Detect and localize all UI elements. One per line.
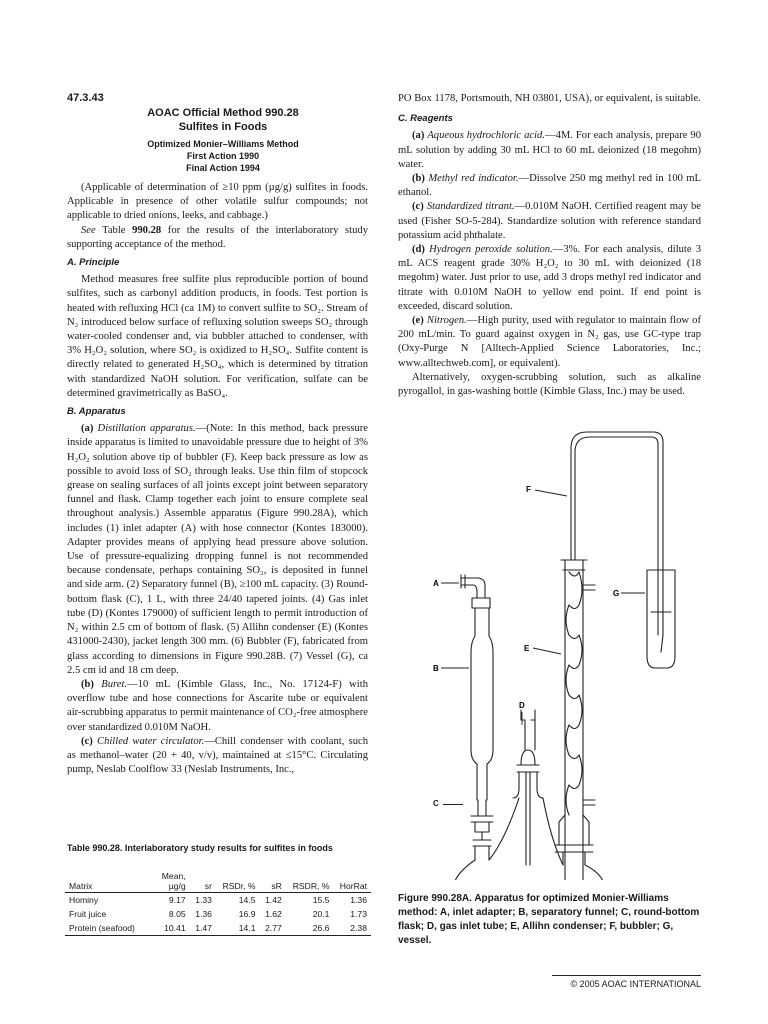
reagent-a-title: Aqueous hydrochloric acid.: [427, 130, 545, 142]
figure-caption: Figure 990.28A. Apparatus for optimized Monier-Williams method: A, inlet adapter; B, separatory funnel; C, round-bottom flask; D, gas inlet tube; E, Allihn condenser; F, bubbler; G, vessel.: [398, 893, 700, 946]
apparatus-a: [67, 422, 368, 678]
reagent-e-text: —High purity, used with regulator to maintain flow of 200 mL/min. To guard against oxygen in N₂ gas, use GC-type trap (Oxy-Purge N [Alltech-Applied Science Laboratories, Inc.; www.alltechweb.com], or equivalent).: [398, 315, 701, 369]
table-cell: 1.47: [190, 921, 216, 936]
table-cell: 1.33: [195, 895, 212, 905]
reagent-a-text: —4M. For each analysis, prepare 90 mL solution by adding 30 mL HCl to 60 mL deionized (18 megohm) water.: [398, 130, 701, 170]
table-cell: 16.9: [238, 909, 256, 919]
reagent-d-title: Hydrogen peroxide solution.: [429, 244, 553, 256]
reagent-d: [398, 243, 701, 314]
reagents-heading: C. Reagents: [398, 113, 453, 125]
reagent-c-title: Standardized titrant.: [426, 201, 515, 213]
label-B: B: [433, 664, 439, 673]
col-header: RSDr, %: [216, 870, 260, 893]
table-cell: 1.73: [350, 909, 367, 919]
reagent-a: [398, 129, 701, 172]
table-header-row: [65, 870, 371, 893]
method-subtitle: Sulfites in Foods: [178, 121, 268, 133]
table-cell: 8.05: [168, 909, 186, 919]
col-header: Mean, µg/g: [144, 870, 190, 893]
table-cell: Protein (seafood): [65, 921, 144, 936]
reagent-e: [398, 314, 701, 371]
method-title: AOAC Official Method 990.28: [147, 107, 299, 119]
footer-rule: [552, 975, 701, 976]
col-header: Matrix: [65, 870, 144, 893]
apparatus-a-text: —(Note: In this method, back pressure inside apparatus is limited to unavoidable pressure due to height of 3% H₂O₂ solution above tip of bubbler (F). Keep back pressure as low as possible to avoid loss of SO₂ through leaks. Use thin film of stopcock grease on sealing surfaces of all joints except joint between separatory funnel and flask. Clamp together each joint to ensure complete seal throughout analysis.) Assemble apparatus (Figure 990.28A), which includes (1) inlet adapter (A) with hose connector (Kontes 183000). Adapter provides means of applying head pressure above solution. Use of pressure-equalizing dropping funnel is not recommended because condensate, perhaps containing SO₂, is deposited in funnel and side arm. (2) Separatory funnel (B), ≥100 mL capacity. (3) Round-bottom flask (C), 1 L, with three 24/40 tapered joints. (4) Gas inlet tube (D) (Kontes 179000) of sufficient length to permit introduction of N₂ within 2.5 cm of bottom of flask. (5) Allihn condenser (E) (Kontes 431000-2430), jacket length 300 mm. (6) Bubbler (F), fabricated from glass according to dimensions in Figure 990.28B. (7) Vessel (G), ca 2.5 cm id and 18 cm deep.: [67, 423, 368, 676]
reagent-b-title: Methyl red indicator.: [428, 173, 519, 185]
apparatus-b-label: (b): [81, 678, 94, 690]
table-row: [65, 921, 371, 936]
table-cell: 1.62: [265, 909, 282, 919]
reagent-b-text: —Dissolve 250 mg methyl red in 100 mL ethanol.: [398, 173, 701, 199]
see-table-word: Table: [95, 224, 133, 236]
col-header: sr: [190, 870, 216, 893]
table-cell: 26.6: [286, 921, 334, 936]
table-cell: Hominy: [69, 895, 99, 905]
reagent-c-text: —0.010M NaOH. Certified reagent may be used (Fisher SO-5-284). Standardize solution with reference standard potassium acid phthalate.: [398, 201, 701, 241]
label-G: G: [613, 589, 620, 598]
reagent-c: [398, 200, 701, 243]
apparatus-heading: B. Apparatus: [67, 406, 126, 418]
apparatus-a-label: (a): [81, 423, 94, 435]
continuation-text: PO Box 1178, Portsmouth, NH 03801, USA), or equivalent, is suitable.: [398, 93, 701, 104]
apparatus-c: [67, 735, 368, 778]
method-name: Optimized Monier–Williams Method: [147, 139, 299, 149]
table-cell: 9.17: [168, 895, 186, 905]
apparatus-figure: [425, 420, 695, 880]
method-title-block: [67, 106, 379, 174]
table-cell: 14.1: [216, 921, 260, 936]
reagent-a-label: (a): [412, 130, 425, 142]
reagent-alt: Alternatively, oxygen-scrubbing solution, such as alkaline pyrogallol, in gas-washing bottle (Kimble Glass, Inc.) may be used.: [398, 371, 701, 398]
footer-copyright: © 2005 AOAC INTERNATIONAL: [570, 979, 701, 989]
table-cell: 20.1: [312, 909, 330, 919]
see-label: See: [81, 224, 96, 236]
section-number: 47.3.43: [67, 92, 104, 104]
table-cell: 15.5: [312, 895, 330, 905]
table-cell: Fruit juice: [69, 909, 107, 919]
table-row: [65, 893, 371, 908]
apparatus-c-label: (c): [81, 735, 93, 747]
reagent-b: [398, 172, 701, 200]
apparatus-b-title: Buret.: [101, 678, 128, 690]
label-F: F: [526, 485, 531, 494]
table-row: [65, 907, 371, 921]
label-E: E: [524, 644, 530, 653]
applicability-text: (Applicable of determination of ≥10 ppm (µg/g) sulfites in foods. Applicable in presence of other volatile sulfur compounds; not applicable to dried onions, leeks, and cabbage.): [67, 182, 368, 222]
left-column-body: [67, 181, 368, 777]
table-cell: 14.5: [238, 895, 256, 905]
final-action: Final Action 1994: [186, 163, 260, 173]
reagent-d-label: (d): [412, 244, 425, 256]
see-table-ref: 990.28: [132, 224, 162, 236]
col-header: HorRat: [333, 870, 371, 893]
label-A: A: [433, 579, 439, 588]
reagent-b-label: (b): [412, 173, 425, 185]
apparatus-b: [67, 678, 368, 735]
results-table: [65, 870, 371, 936]
table-cell: 1.36: [195, 909, 212, 919]
table-cell: 1.36: [350, 895, 367, 905]
label-D: D: [519, 701, 525, 710]
right-column-body: [398, 92, 701, 399]
table-caption: Table 990.28. Interlaboratory study results for sulfites in foods: [67, 843, 333, 853]
apparatus-c-title: Chilled water circulator.: [97, 735, 205, 747]
col-header: RSDR, %: [286, 870, 334, 893]
label-C-pointer: [443, 804, 463, 805]
reagent-e-label: (e): [412, 315, 424, 327]
apparatus-c-text: —Chill condenser with coolant, such as methanol–water (20 + 40, v/v), maintained at ≤15°C. Circulating pump, Neslab Coolflow 33 (Neslab Instruments, Inc.,: [67, 735, 368, 776]
apparatus-b-text: —10 mL (Kimble Glass, Inc., No. 17124-F) with overflow tube and hose connections for Ascarite tube or equivalent air-scrubbing apparatus to permit maintenance of CO₂-free atmosphere over standardized 0.010M NaOH.: [67, 678, 368, 733]
table-cell: 1.42: [265, 895, 282, 905]
reagent-c-label: (c): [412, 201, 424, 213]
table-cell: 10.41: [144, 921, 190, 936]
col-header: sR: [260, 870, 286, 893]
reagent-d-text: —3%. For each analysis, dilute 3 mL ACS reagent grade 30% H₂O₂ to 30 mL with deionized (18 megohm) water. Just prior to use, add 3 drops methyl red indicator and titrate with 0.010M NaOH to yellow end point. If end point is exceeded, discard solution.: [398, 244, 701, 312]
reagent-e-title: Nitrogen.: [426, 315, 467, 327]
label-C: C: [433, 799, 439, 808]
see-table-text: [67, 224, 368, 252]
principle-text: Method measures free sulfite plus reproducible portion of bound sulfites, such as carbonyl addition products, in foods. Test portion is heated with refluxing HCl (ca 1M) to convert sulfite to SO₂. Stream of N₂ introduced below surface of refluxing solution sweeps SO₂ through water-cooled condenser and, via bubbler attached to condenser, with 3% H₂O₂ solution, where SO₂ is oxidized to H₂SO₄. Sulfite content is directly related to generated H₂SO₄, which is determined by titration with standardized NaOH solution. For verification, sulfate can be determined gravimetrically as BaSO₄.: [67, 274, 368, 399]
principle-heading: A. Principle: [67, 257, 120, 269]
table-cell: 2.38: [333, 921, 371, 936]
see-rest: for the results of the interlaboratory study supporting acceptance of the method.: [67, 224, 368, 250]
apparatus-a-title: Distillation apparatus.: [97, 423, 196, 435]
table-cell: 2.77: [260, 921, 286, 936]
first-action: First Action 1990: [186, 151, 260, 161]
